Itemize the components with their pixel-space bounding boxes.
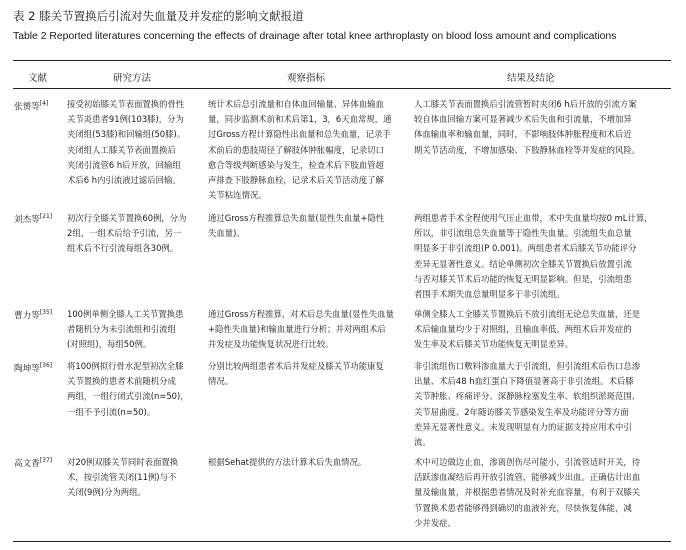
observation-cell: 统计术后总引流量和自体血回输量、异体血输血 量，同步监测术前和术后第1，3，6天血常规，通 过Gross方程计算隐性出血量和总失血量，记录手 术前后的患肢周径了解肢体肿胀幅度，记录切口 愈合等级判断感染与发生，检查术后下肢血管超 声排查下肢静脉血栓，记录术后关节活动度了解 关节粘连情况。: [208, 99, 392, 201]
header-rule: [13, 88, 671, 89]
method-cell: 初次行全膝关节置换60例，分为 2组，一组术后给予引流，另一 组术后不行引流每组各30例。: [67, 213, 187, 254]
observation-cell: 通过Gross方程推算，对术后总失血量(显性失血量 +隐性失血量)和输血量进行分析；并对两组术后 并发症及功能恢复状况进行比较。: [208, 309, 394, 350]
top-rule: [13, 60, 671, 61]
method-cell: 接受初始膝关节表面置换的骨性 关节炎患者91例(103膝)，分为 夹闭组(53膝)和回输组(50膝)。 夹闭组人工膝关节表面置换后 夹闭引流管6 h后开放，回输组 术后6 h内引流液过滤后回输。: [67, 99, 186, 186]
header-method: 研究方法: [113, 73, 152, 84]
table-caption-cn: 表 2 膝关节置换后引流对失血量及并发症的影响文献报道: [13, 9, 304, 23]
author-cell: 刘杰等[21]: [14, 213, 53, 225]
author-cell: 高文香[37]: [14, 457, 53, 469]
result-cell: 两组患者手术全程使用气压止血带，术中失血量均按0 mL计算， 所以，非引流组总失血量等于隐性失血量。引流组失血总量 明显多于非引流组(P 0.001)。两组患者术后膝关节功能评分 差异无显著性意义。结论单侧初次全膝关节置换后放置引流 与否对膝关节术后功能的恢复无明显影响。但是，引流组患 者围手术期失血总量明显多于非引流组。: [414, 213, 653, 300]
table-caption-en: Table 2 Reported literatures concerning the effects of drainage after total knee arthroplasty on blood loss amount and complications: [13, 31, 617, 42]
bottom-rule: [13, 541, 671, 542]
author-cell: 曹力等[35]: [14, 309, 53, 321]
method-cell: 对20例双膝关节同时表面置换 术，按引流管关闭(11例)与不 关闭(9例)分为两组。: [67, 457, 179, 498]
author-cell: 陶坤等[36]: [14, 362, 53, 374]
header-obs: 观察指标: [287, 73, 326, 84]
result-cell: 术中可边做边止血，渗离创伤尽可能小，引流管适时开关，待 活跃渗血凝结后再开放引流管，能够减少出血。正确估计出血 量及输血量，并根据患者情况及时补充血容量，有利于双膝关 节置换术患者能够得到确切的血液补充，尽快恢复体能，减 少并发症。: [414, 457, 641, 528]
method-cell: 100例单侧全膝人工关节置换患 者随机分为未引流组和引流组 (对照组)，每组50例。: [67, 309, 184, 350]
observation-cell: 分别比较两组患者术后并发症及膝关节功能康复 情况。: [208, 361, 384, 387]
result-cell: 人工膝关节表面置换后引流管暂时夹闭6 h后开放的引流方案 较自体血回输方案可显著减少术后失血和引流量，不增加异 体血输血率和输血量，同时，不影响肢体肿胀程度和术后近 期关节活动度，不增加感染、下肢静脉血栓等并发症的风险。: [414, 99, 641, 155]
header-author: 文献: [28, 73, 48, 84]
result-cell: 非引流组伤口敷料渗血量大于引流组，但引流组术后伤口总渗 出量、术后48 h血红蛋白下降值显著高于非引流组。术后膝 关节肿胀、疼痛评分、深静脉栓塞发生率、软组织淤斑范围、 关节屈曲度、2年随访膝关节感染发生率及功能评分等方面 差异无显著性意义。未发现明显有力的证据支持应用术中引 流。: [414, 361, 641, 448]
observation-cell: 根据Sehat提供的方法计算术后失血情况。: [208, 457, 367, 467]
header-result: 结果及结论: [507, 73, 555, 84]
result-cell: 单侧全膝人工全膝关节置换后不放引流组无论总失血量，还是 术后输血量均少于对照组，且输血率低。两组术后并发症的 发生率及术后膝关节功能恢复无明显差异。: [414, 309, 641, 350]
method-cell: 将100例拟行骨水泥型初次全膝 关节置换的患者术前随机分成 两组，一组行闭式引流(n=50)， 一组不予引流(n=50)。: [67, 361, 189, 417]
author-cell: 张赟等[4]: [14, 100, 49, 112]
observation-cell: 通过Gross方程推算总失血量(显性失血量+隐性 失血量)。: [208, 213, 385, 239]
